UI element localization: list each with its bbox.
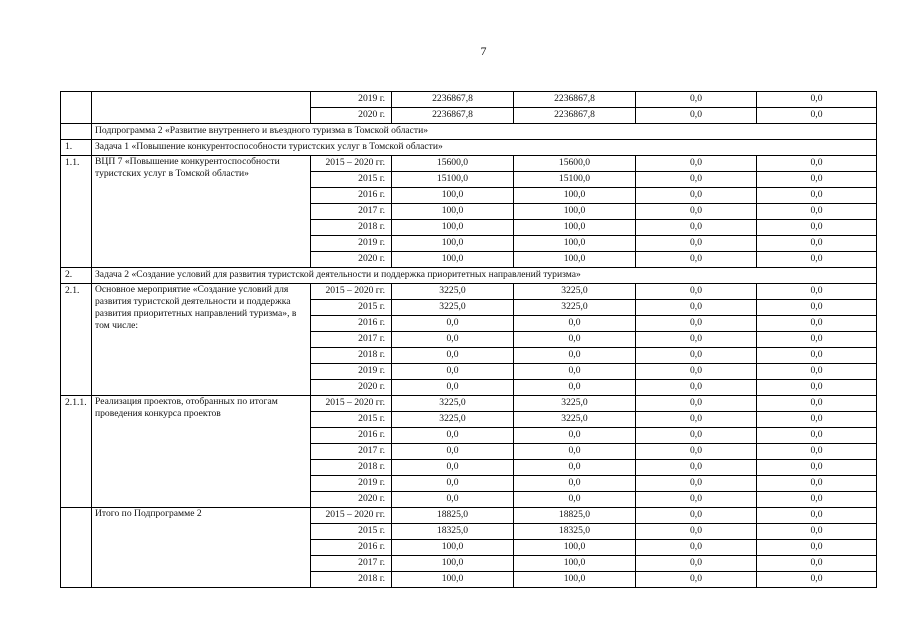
value-total-cell: 3225,0: [392, 284, 514, 300]
period-cell: 2015 г.: [311, 300, 392, 316]
section-row: [61, 268, 877, 284]
value-cell-3: 0,0: [636, 220, 757, 236]
value-cell-4: 0,0: [757, 220, 877, 236]
value-regional-cell: 0,0: [514, 460, 636, 476]
section-row: [61, 140, 877, 156]
value-total-cell: 100,0: [392, 556, 514, 572]
value-cell-4: 0,0: [757, 556, 877, 572]
value-regional-cell: 2236867,8: [514, 108, 636, 124]
value-cell-3: 0,0: [636, 524, 757, 540]
table-row: [61, 284, 877, 300]
period-cell: 2020 г.: [311, 380, 392, 396]
table-row: [61, 396, 877, 412]
value-cell-3: 0,0: [636, 108, 757, 124]
item-name: [92, 92, 311, 124]
period-cell: 2018 г.: [311, 460, 392, 476]
value-cell-4: 0,0: [757, 364, 877, 380]
period-cell: 2016 г.: [311, 316, 392, 332]
period-cell: 2015 – 2020 гг.: [311, 396, 392, 412]
value-cell-4: 0,0: [757, 284, 877, 300]
value-regional-cell: 100,0: [514, 220, 636, 236]
value-cell-3: 0,0: [636, 476, 757, 492]
value-total-cell: 0,0: [392, 492, 514, 508]
period-cell: 2018 г.: [311, 348, 392, 364]
value-total-cell: 0,0: [392, 348, 514, 364]
period-cell: 2015 г.: [311, 524, 392, 540]
value-cell-3: 0,0: [636, 316, 757, 332]
value-cell-3: 0,0: [636, 92, 757, 108]
value-regional-cell: 0,0: [514, 492, 636, 508]
table-row: [61, 92, 877, 108]
item-name: Реализация проектов, отобранных по итогам проведения конкурса проектов: [92, 396, 311, 508]
value-total-cell: 15600,0: [392, 156, 514, 172]
item-number: 2.1.1.: [61, 396, 92, 508]
value-regional-cell: 0,0: [514, 332, 636, 348]
value-cell-4: 0,0: [757, 348, 877, 364]
value-cell-4: 0,0: [757, 252, 877, 268]
value-cell-3: 0,0: [636, 252, 757, 268]
period-cell: 2017 г.: [311, 556, 392, 572]
value-cell-4: 0,0: [757, 444, 877, 460]
value-cell-3: 0,0: [636, 508, 757, 524]
value-total-cell: 18825,0: [392, 508, 514, 524]
value-cell-3: 0,0: [636, 204, 757, 220]
value-cell-3: 0,0: [636, 572, 757, 588]
period-cell: 2017 г.: [311, 332, 392, 348]
value-regional-cell: 0,0: [514, 348, 636, 364]
value-cell-4: 0,0: [757, 188, 877, 204]
section-number: [61, 124, 92, 140]
value-regional-cell: 3225,0: [514, 284, 636, 300]
value-cell-3: 0,0: [636, 300, 757, 316]
value-cell-3: 0,0: [636, 556, 757, 572]
period-cell: 2019 г.: [311, 92, 392, 108]
value-cell-4: 0,0: [757, 108, 877, 124]
value-cell-4: 0,0: [757, 540, 877, 556]
value-cell-3: 0,0: [636, 188, 757, 204]
value-cell-3: 0,0: [636, 364, 757, 380]
value-total-cell: 100,0: [392, 204, 514, 220]
value-regional-cell: 2236867,8: [514, 92, 636, 108]
value-regional-cell: 0,0: [514, 380, 636, 396]
value-cell-3: 0,0: [636, 284, 757, 300]
period-cell: 2015 г.: [311, 412, 392, 428]
value-cell-3: 0,0: [636, 412, 757, 428]
value-cell-3: 0,0: [636, 396, 757, 412]
value-cell-4: 0,0: [757, 380, 877, 396]
value-cell-3: 0,0: [636, 380, 757, 396]
value-regional-cell: 0,0: [514, 428, 636, 444]
value-cell-4: 0,0: [757, 572, 877, 588]
value-regional-cell: 3225,0: [514, 396, 636, 412]
value-total-cell: 3225,0: [392, 412, 514, 428]
value-total-cell: 0,0: [392, 460, 514, 476]
period-cell: 2016 г.: [311, 540, 392, 556]
value-cell-4: 0,0: [757, 476, 877, 492]
value-total-cell: 100,0: [392, 252, 514, 268]
value-total-cell: 0,0: [392, 316, 514, 332]
value-total-cell: 2236867,8: [392, 108, 514, 124]
value-regional-cell: 100,0: [514, 540, 636, 556]
section-title: Подпрограмма 2 «Развитие внутреннего и въездного туризма в Томской области»: [92, 124, 877, 140]
value-regional-cell: 0,0: [514, 476, 636, 492]
value-cell-3: 0,0: [636, 156, 757, 172]
value-cell-3: 0,0: [636, 540, 757, 556]
value-cell-3: 0,0: [636, 444, 757, 460]
item-number: [61, 508, 92, 588]
value-total-cell: 100,0: [392, 236, 514, 252]
value-cell-4: 0,0: [757, 492, 877, 508]
value-total-cell: 100,0: [392, 188, 514, 204]
period-cell: 2019 г.: [311, 476, 392, 492]
table-row: [61, 156, 877, 172]
item-number: [61, 92, 92, 124]
value-cell-3: 0,0: [636, 428, 757, 444]
value-cell-4: 0,0: [757, 332, 877, 348]
value-cell-3: 0,0: [636, 236, 757, 252]
page-number: 7: [480, 44, 487, 58]
value-regional-cell: 0,0: [514, 364, 636, 380]
value-cell-3: 0,0: [636, 348, 757, 364]
value-regional-cell: 100,0: [514, 188, 636, 204]
value-regional-cell: 3225,0: [514, 300, 636, 316]
value-regional-cell: 18825,0: [514, 508, 636, 524]
period-cell: 2020 г.: [311, 252, 392, 268]
period-cell: 2016 г.: [311, 188, 392, 204]
value-total-cell: 100,0: [392, 220, 514, 236]
value-total-cell: 100,0: [392, 572, 514, 588]
period-cell: 2018 г.: [311, 572, 392, 588]
value-total-cell: 3225,0: [392, 300, 514, 316]
value-regional-cell: 0,0: [514, 316, 636, 332]
section-title: Задача 1 «Повышение конкурентоспособности туристских услуг в Томской области»: [92, 140, 877, 156]
value-total-cell: 0,0: [392, 380, 514, 396]
value-cell-4: 0,0: [757, 300, 877, 316]
period-cell: 2018 г.: [311, 220, 392, 236]
section-title: Задача 2 «Создание условий для развития туристской деятельности и поддержка приоритетных направлений туризма»: [92, 268, 877, 284]
section-row: [61, 124, 877, 140]
item-name: Основное мероприятие «Создание условий для развития туристской деятельности и поддержка развития приоритетных направлений туризма», в том числе:: [92, 284, 311, 396]
value-total-cell: 0,0: [392, 364, 514, 380]
value-regional-cell: 100,0: [514, 556, 636, 572]
value-total-cell: 18325,0: [392, 524, 514, 540]
period-cell: 2015 – 2020 гг.: [311, 284, 392, 300]
value-regional-cell: 100,0: [514, 252, 636, 268]
value-regional-cell: 100,0: [514, 204, 636, 220]
value-cell-4: 0,0: [757, 236, 877, 252]
value-total-cell: 3225,0: [392, 396, 514, 412]
period-cell: 2017 г.: [311, 444, 392, 460]
item-name: Итого по Подпрограмме 2: [92, 508, 311, 588]
value-total-cell: 0,0: [392, 332, 514, 348]
period-cell: 2016 г.: [311, 428, 392, 444]
value-cell-4: 0,0: [757, 172, 877, 188]
value-total-cell: 0,0: [392, 428, 514, 444]
period-cell: 2020 г.: [311, 492, 392, 508]
value-cell-3: 0,0: [636, 332, 757, 348]
value-cell-4: 0,0: [757, 156, 877, 172]
period-cell: 2019 г.: [311, 364, 392, 380]
value-cell-4: 0,0: [757, 412, 877, 428]
table-body: [61, 92, 877, 588]
section-number: 1.: [61, 140, 92, 156]
section-number: 2.: [61, 268, 92, 284]
period-cell: 2015 – 2020 гг.: [311, 508, 392, 524]
value-total-cell: 100,0: [392, 540, 514, 556]
value-regional-cell: 15100,0: [514, 172, 636, 188]
value-cell-4: 0,0: [757, 92, 877, 108]
value-cell-4: 0,0: [757, 508, 877, 524]
value-cell-4: 0,0: [757, 316, 877, 332]
period-cell: 2020 г.: [311, 108, 392, 124]
value-cell-4: 0,0: [757, 204, 877, 220]
value-regional-cell: 3225,0: [514, 412, 636, 428]
value-regional-cell: 0,0: [514, 444, 636, 460]
value-cell-3: 0,0: [636, 492, 757, 508]
period-cell: 2015 г.: [311, 172, 392, 188]
period-cell: 2015 – 2020 гг.: [311, 156, 392, 172]
value-cell-4: 0,0: [757, 428, 877, 444]
value-total-cell: 15100,0: [392, 172, 514, 188]
period-cell: 2019 г.: [311, 236, 392, 252]
value-total-cell: 0,0: [392, 476, 514, 492]
value-cell-3: 0,0: [636, 172, 757, 188]
value-regional-cell: 18325,0: [514, 524, 636, 540]
item-name: ВЦП 7 «Повышение конкурентоспособности туристских услуг в Томской области»: [92, 156, 311, 268]
table-row: [61, 508, 877, 524]
item-number: 1.1.: [61, 156, 92, 268]
value-regional-cell: 100,0: [514, 236, 636, 252]
value-total-cell: 0,0: [392, 444, 514, 460]
item-number: 2.1.: [61, 284, 92, 396]
value-cell-4: 0,0: [757, 460, 877, 476]
value-regional-cell: 100,0: [514, 572, 636, 588]
value-cell-3: 0,0: [636, 460, 757, 476]
value-cell-4: 0,0: [757, 524, 877, 540]
value-cell-4: 0,0: [757, 396, 877, 412]
value-total-cell: 2236867,8: [392, 92, 514, 108]
value-regional-cell: 15600,0: [514, 156, 636, 172]
budget-table: [60, 91, 877, 588]
period-cell: 2017 г.: [311, 204, 392, 220]
